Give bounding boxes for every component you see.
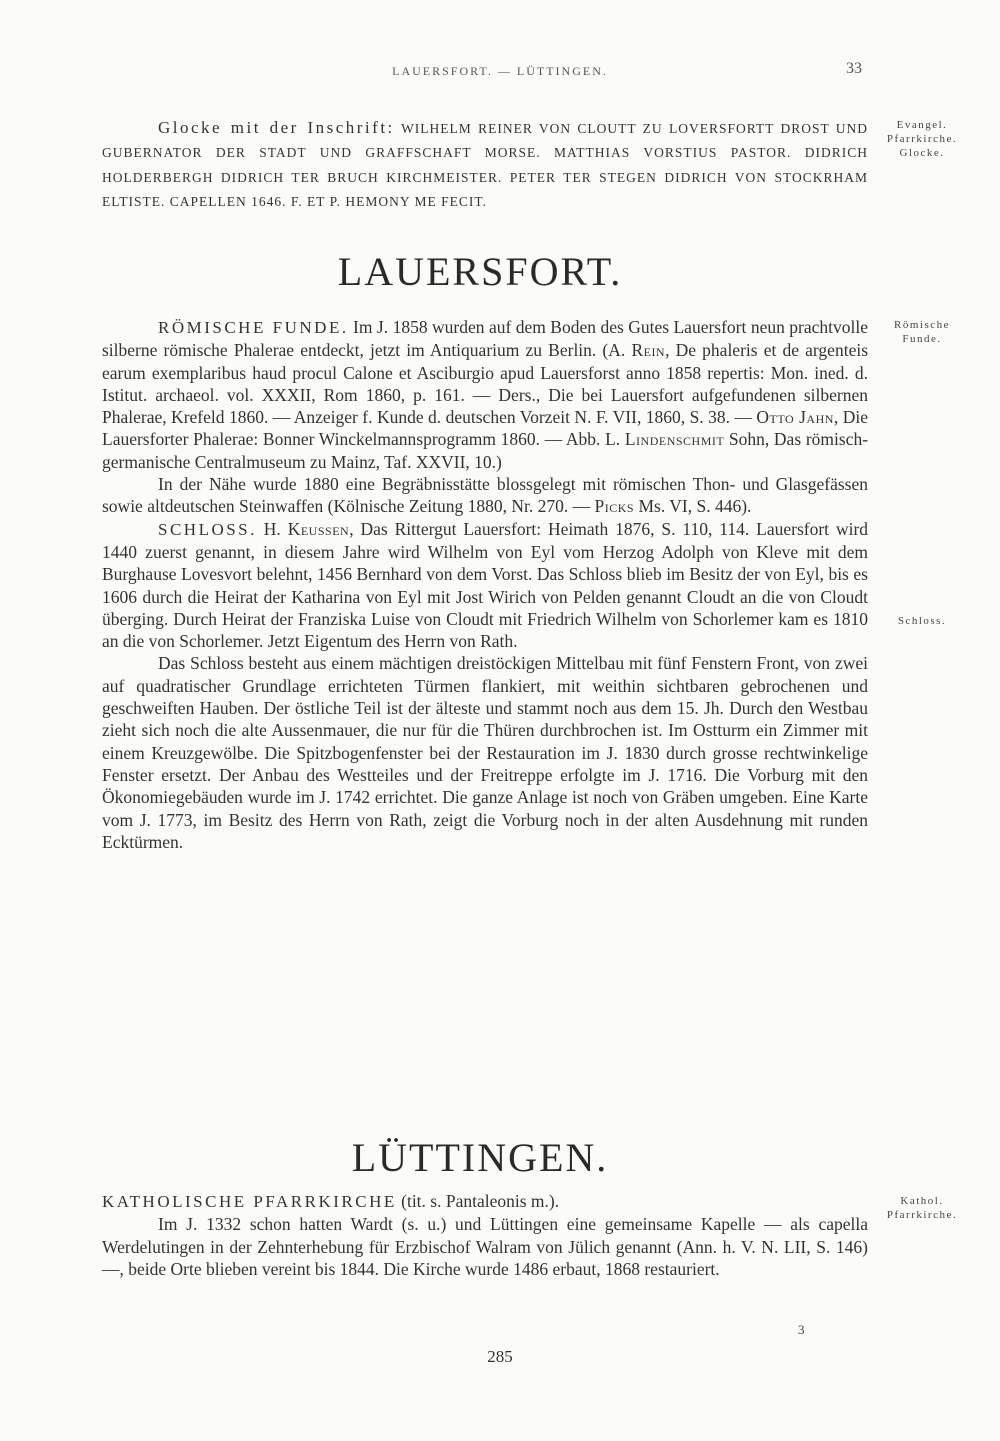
kirche-dedication: (tit. s. Pantaleonis m.).: [401, 1191, 560, 1211]
running-head: LAUERSFORT. — LÜTTINGEN.: [392, 64, 608, 78]
page-number: 33: [846, 60, 862, 77]
roemische-funde-paragraph: [102, 316, 868, 473]
author-keussen: Keussen: [287, 518, 350, 539]
schloss-description-paragraph: Das Schloss besteht aus einem mächtigen dreistöckigen Mittelbau mit fünf Fenstern Front, von zwei auf quadratischer Grundlage errichteten Türmen flankiert, mit weithin sichtbaren gebrochenen und geschweiften Hauben. Der östliche Teil ist der älteste und stammt noch aus dem 15. Jh. Durch den Westbau zieht sich noch die alte Aussenmauer, die nur für die Thüren durchbrochen ist. Im Ostturm ein Zimmer mit einem Kreuzgewölbe. Die Spitzbogenfenster bei der Restauration im J. 1830 durch grosse rechtwinkelige Fenster ersetzt. Der Anbau des Westteiles und der Freitreppe erfolgte im J. 1716. Die Vorburg mit den Ökonomiegebäuden wurde im J. 1742 errichtet. Die ganze Anlage ist noch von Gräben umgeben. Eine Karte vom J. 1773, im Besitz des Herrn von Rath, zeigt die Vorburg noch in der alten Ausdehnung mit runden Ecktürmen.: [102, 653, 868, 852]
kirche-heading-line: [102, 1190, 868, 1213]
schloss-initial: H.: [263, 518, 281, 539]
glocke-paragraph: [102, 116, 868, 213]
schloss-paragraph: [102, 518, 868, 653]
margin-note-line: Kathol.: [900, 1195, 944, 1207]
roemische-funde-text: , Die Lauersforter Phalerae: Bonner Winckelmannsprogramm 1860. — Abb. L.: [102, 407, 868, 450]
begraebnis-text: In der Nähe wurde 1880 eine Begräbnisstätte blossgelegt mit römischen Thon- und Glasgefässen sowie altdeutschen Steinwaffen (Kölnische Zeitung 1880, Nr. 270. —: [102, 474, 868, 517]
lauersfort-body: [102, 316, 868, 853]
roemische-funde-text: , De phaleris et de argenteis earum exemplaribus haud procul Calone et Asciburgio apud Lauersforst anno 1858 repertis: Mon. ined. d. Istitut. archaeol. vol. XXXII, Rom 1860, p. 161. — Ders., Die bei Lauersfort aufgefundenen silbernen Phalerae, Krefeld 1860. — Anzeiger f. Kunde d. deutschen Vorzeit N. F. VII, 1860, S. 38. —: [102, 340, 869, 428]
margin-note-line: Pfarrkirche.: [886, 133, 958, 145]
margin-note-glocke: [872, 118, 972, 160]
margin-note-line: Pfarrkirche.: [886, 1209, 958, 1221]
author-rein: Rein: [631, 340, 666, 361]
margin-note-schloss: [872, 614, 972, 628]
margin-note-line: Evangel.: [896, 119, 948, 131]
section-title-luettingen: LÜTTINGEN.: [351, 1135, 609, 1180]
schloss-label: SCHLOSS.: [158, 519, 257, 539]
footer-page-number: 285: [487, 1347, 513, 1366]
schloss-text: , Das Rittergut Lauersfort: Heimath 1876, S. 110, 114. Lauersfort wird 1440 zuerst genannt, in diesem Jahre wird Wilhelm von Eyl vom Herzog Adolph von Kleve mit dem Burghause Lovesvort belehnt, 1456 Bernhard von dem Vorst. Das Schloss blieb im Besitz der von Eyl, bis es 1606 durch die Heirat der Katharina von Eyl mit Jost Wirich von Pelden genannt Cloudt an die von Cloudt überging. Durch Heirat der Franziska Luise von Cloudt mit Friedrich Wilhelm von Schorlemer kam es 1810 an die von Schorlemer. Jetzt Eigentum des Herrn von Rath.: [102, 518, 869, 652]
glocke-inscription: WILHELM REINER VON CLOUTT ZU LOVERSFORTT DROST UND GUBERNATOR DER STADT UND GRAFFSCHAFT MORSE. MATTHIAS VORSTIUS PASTOR. DIDRICH HOLDERBERGH DIDRICH TER BRUCH KIRCHMEISTER. PETER TER STEGEN DIDRICH VON STOCKRHAM ELTISTE. CAPELLEN 1646. F. ET P. HEMONY ME FECIT.: [102, 121, 868, 209]
margin-note-line: Funde.: [902, 333, 942, 345]
margin-note-kirche: [872, 1194, 972, 1222]
kirche-paragraph: Im J. 1332 schon hatten Wardt (s. u.) und Lüttingen eine gemeinsame Kapelle — als capella Werdelutingen in der Zehnterhebung für Erzbischof Walram von Jülich genannt (Ann. h. V. N. LII, S. 146) —, beide Orte blieben vereint bis 1844. Die Kirche wurde 1486 erbaut, 1868 restauriert.: [102, 1214, 868, 1279]
begraebnis-paragraph: [102, 473, 868, 518]
kirche-label: KATHOLISCHE PFARRKIRCHE: [102, 1192, 397, 1211]
margin-note-line: Glocke.: [899, 147, 945, 159]
begraebnis-text: Ms. VI, S. 446).: [638, 496, 752, 517]
author-picks: Picks: [594, 496, 635, 517]
margin-note-line: Römische: [894, 319, 950, 331]
margin-note-roemische-funde: [872, 318, 972, 346]
margin-note-line: Schloss.: [897, 615, 947, 627]
roemische-funde-text: Sohn, Das römisch-germanische Centralmuseum zu Mainz, Taf. XXVII, 10.): [102, 429, 869, 472]
author-jahn: Otto Jahn: [756, 407, 834, 428]
printer-signature: 3: [798, 1322, 805, 1337]
section-title-lauersfort: LAUERSFORT.: [337, 249, 623, 294]
luettingen-body: [102, 1190, 868, 1280]
author-lindenschmit: Lindenschmit: [624, 429, 725, 450]
roemische-funde-text: Im J. 1858 wurden auf dem Boden des Gutes Lauersfort neun prachtvolle silberne römische Phalerae entdeckt, jetzt im Antiquarium zu Berlin. (A.: [102, 317, 868, 361]
glocke-lead: Glocke mit der Inschrift:: [158, 118, 395, 137]
roemische-funde-label: RÖMISCHE FUNDE.: [158, 318, 349, 337]
